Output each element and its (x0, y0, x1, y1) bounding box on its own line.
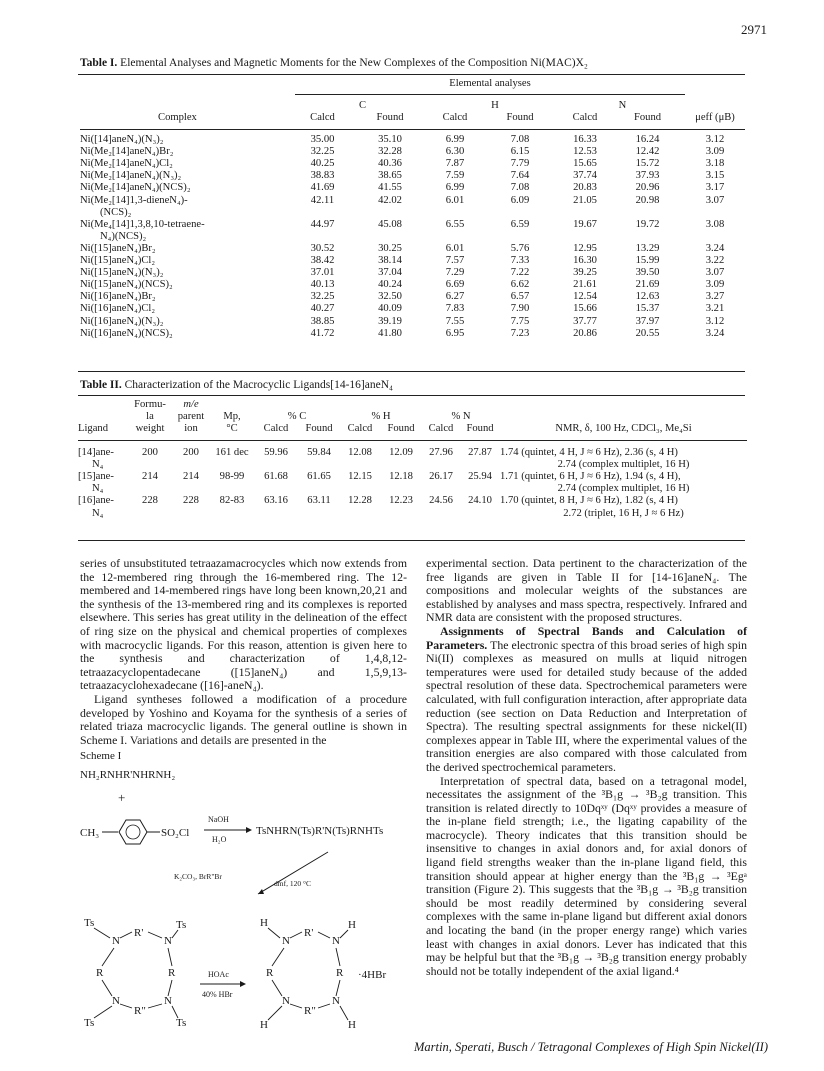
table1-cell-n-calcd: 21.05 (573, 194, 597, 206)
table1-header-found: Found (350, 112, 430, 130)
table1-cell-complex-name: N₄)(NCS)₂ (100, 230, 147, 242)
benzene-ring-icon (119, 820, 147, 844)
table2-header-found: Found (387, 423, 415, 435)
scheme-n-label: N (164, 935, 172, 947)
table1-cell-c-found (350, 231, 430, 243)
table1-cell-h-found: 7.64 (510, 170, 530, 182)
table2-cell-h-calcd: 12.28 (348, 495, 372, 507)
table1-cell-c-found: 41.55 (378, 182, 402, 194)
table2-header-fw2: la (146, 411, 154, 423)
scheme-h-label: H (260, 917, 268, 929)
scheme-so2cl: SO₂Cl (161, 827, 190, 839)
table1-cell-complex-name: Ni(Me₂[14]aneN₄)(NCS)₂ (80, 182, 191, 194)
scheme-n-label: N (332, 995, 340, 1007)
table1-cell-h-found: 5.76 (510, 242, 530, 254)
table1-cell-h-found: 7.22 (510, 267, 530, 279)
table1-row (80, 146, 745, 158)
table1-cell-n-found: 12.42 (635, 146, 660, 158)
table2-header-mp2: °C (226, 423, 238, 435)
table2-top-rule (78, 395, 745, 396)
table1-cell-h-calcd: 6.95 (445, 327, 465, 339)
table2-cell-nmr-line-1: 1.74 (quintet, 4 H, J ≈ 6 Hz), 2.36 (s, 4 H) (500, 446, 678, 458)
right-column (426, 557, 747, 978)
table2-cell-nmr-line-1: 1.70 (quintet, 8 H, J ≈ 6 Hz), 1.82 (s, 4 H) (500, 495, 678, 507)
table1-cell-mu-eff: 3.07 (705, 194, 725, 206)
table1-cell-n-calcd: 19.67 (573, 218, 597, 230)
table1-row (80, 130, 745, 147)
table1-cell-n-found: 15.37 (635, 303, 660, 315)
table1-cell-h-found (480, 207, 560, 219)
table1-cell-complex-name: Ni([16]aneN₄)Cl₂ (80, 303, 156, 315)
table1-header-calcd: Calcd (430, 112, 480, 130)
table1-cell-mu-eff: 3.24 (705, 327, 725, 339)
table1-cell-h-calcd: 6.69 (445, 279, 465, 291)
table1-cell-n-calcd (560, 231, 610, 243)
table1-cell-complex-name: Ni([14]aneN₄)(N₃)₂ (80, 134, 164, 146)
table1-cell-c-found: 32.28 (378, 146, 402, 158)
table2-header-calcd: Calcd (428, 423, 454, 435)
table1-cell-c-calcd: 44.97 (310, 218, 335, 230)
table1-cell-n-found: 20.55 (635, 327, 660, 339)
table1-cell-c-found: 40.24 (378, 279, 402, 291)
table2-caption-label: Table II. (80, 379, 122, 391)
table2-cell-h-found: 12.23 (389, 495, 413, 507)
table1-cell-complex-name: Ni(Me₂[14]aneN₄)Br₂ (80, 146, 174, 158)
table1-cell-n-found: 16.24 (635, 134, 660, 146)
table1-cell-mu-eff: 3.24 (705, 242, 725, 254)
table1-cell-complex-name: Ni([15]aneN₄)(N₃)₂ (80, 267, 164, 279)
table1-cell-c-calcd: 32.25 (310, 146, 335, 158)
table1-cell-complex-name: Ni(Me₂[14]aneN₄)Cl₂ (80, 158, 173, 170)
table1-cell-h-found (480, 231, 560, 243)
table1-top-rule (78, 74, 745, 75)
table2-row-continuation (78, 483, 747, 495)
scheme-reagents-2: K₂CO₃, BrR"Br (174, 872, 222, 881)
scheme-n-label: N (332, 935, 340, 947)
table1-cell-n-calcd: 15.66 (573, 303, 597, 315)
table1-cell-mu-eff: 3.15 (705, 170, 725, 182)
table2-header-mp1: Mp, (223, 411, 241, 423)
table1-cell-c-found: 41.80 (378, 327, 402, 339)
table1-cell-n-calcd: 15.65 (573, 158, 597, 170)
table1-cell-c-calcd: 41.69 (310, 182, 335, 194)
table1-row (80, 243, 745, 255)
table2-header-fw3: weight (135, 423, 165, 435)
table1-cell-n-calcd (560, 207, 610, 219)
table1-cell-c-found: 35.10 (378, 134, 402, 146)
section-heading: Assignments of Spectral Bands and Calculation of Parameters. (426, 623, 747, 652)
table1-cell-mu-eff (685, 231, 745, 243)
table1-cell-h-calcd: 7.87 (445, 158, 465, 170)
table2-header-ligand: Ligand (78, 423, 109, 435)
table1-cell-c-found: 39.19 (378, 315, 402, 327)
table1-cell-mu-eff: 3.27 (705, 291, 725, 303)
table1-cell-c-calcd (295, 207, 350, 219)
table2-cell-melting-point: 82-83 (219, 495, 245, 507)
table1 (80, 78, 745, 340)
table1-row (80, 182, 745, 194)
table1-row (80, 291, 745, 303)
table1-row (80, 207, 745, 219)
table1-cell-h-found: 7.79 (510, 158, 530, 170)
scheme-hoac: HOAc (208, 970, 229, 979)
table2-header-pc: % C (287, 411, 307, 423)
table1-cell-c-calcd: 30.52 (310, 242, 335, 254)
table1-cell-n-calcd: 12.53 (573, 146, 597, 158)
table1-cell-h-found: 6.57 (510, 291, 530, 303)
scheme-title: Scheme I (80, 750, 122, 762)
table2-row (78, 440, 747, 459)
scheme-naoh: NaOH (208, 815, 229, 824)
table2-cell-ligand: [14]ane- (78, 446, 114, 458)
table2-cell-c-found: 61.65 (307, 471, 331, 483)
table2-row-continuation (78, 459, 747, 471)
arrow-head-icon (246, 827, 252, 833)
table1-cell-h-calcd: 6.01 (445, 194, 465, 206)
table1-cell-mu-eff: 3.18 (705, 158, 725, 170)
table1-cell-h-found: 6.09 (510, 194, 530, 206)
running-footer: Martin, Sperati, Busch / Tetragonal Complexes of High Spin Nickel(II) (413, 1040, 768, 1054)
table2-cell-h-calcd: 12.15 (348, 471, 372, 483)
table2-cell-ligand: [16]ane- (78, 495, 114, 507)
table1-header-calcd: Calcd (295, 112, 350, 130)
table1-cell-complex-name: Ni(Me₂[14]aneN₄)(N₃)₂ (80, 170, 182, 182)
table2-cell-c-found: 59.84 (307, 446, 331, 458)
table1-cell-n-calcd: 39.25 (573, 267, 597, 279)
table1-header-complex: Complex (80, 112, 295, 130)
table2-header-calcd: Calcd (347, 423, 373, 435)
table1-header-c: C (358, 99, 367, 111)
scheme-h-label: H (348, 1019, 356, 1031)
table1-cell-mu-eff: 3.08 (705, 218, 725, 230)
scheme-rpp-label: R" (134, 1005, 146, 1017)
table1-cell-n-calcd: 12.95 (573, 242, 597, 254)
table1-cell-h-calcd: 6.99 (445, 134, 465, 146)
table1-cell-c-calcd: 40.25 (310, 158, 335, 170)
table1-cell-c-calcd: 42.11 (310, 194, 335, 206)
scheme-n-label: N (282, 995, 290, 1007)
scheme-rpp-label: R" (304, 1005, 316, 1017)
table2-header-me3: ion (184, 423, 198, 435)
table1-cell-c-calcd: 38.85 (310, 315, 335, 327)
table1-cell-mu-eff (685, 207, 745, 219)
table1-cell-h-found: 7.33 (510, 255, 530, 267)
aromatic-circle-icon (126, 825, 140, 839)
table2-cell-melting-point: 98-99 (219, 471, 245, 483)
table1-cell-h-calcd: 6.01 (445, 242, 465, 254)
table1-row (80, 328, 745, 340)
table1-cell-n-found (610, 231, 685, 243)
table2-bottom-rule (78, 540, 745, 541)
left-paragraph-1: series of unsubstituted tetraazamacrocycles which now extends from the 12-membered ring through the 16-membered ring. The 12-membered and 14-membered rings have long been known,20,21 and the synthesis of the 13-membered ring and its complexes is reported elsewhere. This series has great utility in the delineation of the effect of ring size on the physical and chemical properties of complexes with macrocyclic ligands. For this reason, attention is given here to the synthesis and characterization of 1,4,8,12-tetraazacyclopentadecane ([15]aneN₄) and 1,5,9,13-tetraazacyclohexadecane ([16]-aneN₄). (80, 556, 407, 693)
scheme-n-label: N (164, 995, 172, 1007)
table1-cell-complex-name: Ni([15]aneN₄)(NCS)₂ (80, 279, 173, 291)
right-paragraph-1: experimental section. Data pertinent to the characterization of the free ligands are given in Table II for [14-16]aneN₄. The compositions and molecular weights of the substances are established by analyses and mass spectra, respectively. Infrared and NMR data are consistent with the proposed structures. (426, 556, 747, 625)
table1-cell-n-calcd: 21.61 (573, 279, 597, 291)
table1-cell-h-calcd (430, 207, 480, 219)
scheme-h-label: H (348, 919, 356, 931)
table1-cell-c-found: 32.50 (378, 291, 402, 303)
table1-bottom-rule (78, 371, 745, 372)
table1-cell-c-calcd: 41.72 (310, 327, 335, 339)
table1-cell-c-calcd: 35.00 (310, 134, 335, 146)
scheme-ts-label: Ts (176, 919, 187, 931)
scheme-ts-label: Ts (84, 917, 95, 929)
table1-row (80, 158, 745, 170)
scheme-conditions-2: dmf, 120 °C (274, 879, 311, 888)
scheme-reactant-amine: NH₂RNHR'NHRNH₂ (80, 769, 176, 781)
table1-cell-n-found: 39.50 (635, 267, 660, 279)
table1-cell-n-found: 15.72 (635, 158, 660, 170)
scheme-n-label: N (112, 995, 120, 1007)
table1-cell-h-found: 6.62 (510, 279, 530, 291)
right-paragraph-3: Interpretation of spectral data, based on a tetragonal model, necessitates the assignment of the ³B₁g → ³B₂g transition. This transition is related directly to 10Dqˣʸ (Dqˣʸ provides a measure of the in-plane field strength; i.e., the ligating capability of the macrocycle). Theory indicates that this transition should be insensitive to changes in axial donors and, for axial donors of ligand field strengths weaker than the in-plane ligand field, this transition should appear at higher energy than the ³B₁g → ³Egᵃ transition (Figure 2). This suggests that the ³B₁g → ³B₂g transition should be most readily determined by considering several complexes with the same in-plane ligand but different axial donors and locating the band (in the proper energy range) which varies least with changes in axial donors. Lever has indicated that this may be helpful but that the ³B₁g → ³B₂g transition energy probably should not be totally independent of the axial ligand.⁴ (426, 773, 747, 978)
table1-header-n: N (618, 99, 627, 111)
table1-cell-c-calcd: 40.27 (310, 303, 335, 315)
table1-row (80, 279, 745, 291)
table1-cell-complex-name: Ni([16]aneN₄)(N₃)₂ (80, 315, 164, 327)
table1-cell-c-calcd: 38.42 (310, 255, 335, 267)
table1-cell-c-found: 37.04 (378, 267, 402, 279)
scheme-hbr: 40% HBr (202, 990, 233, 999)
table2-header-calcd: Calcd (263, 423, 289, 435)
table2-caption (80, 379, 393, 391)
table2-cell-formula-weight: 228 (142, 495, 158, 507)
table1-cell-mu-eff: 3.09 (705, 279, 725, 291)
table1-cell-h-calcd: 6.27 (445, 291, 465, 303)
table1-cell-h-found: 7.23 (510, 327, 530, 339)
scheme-h-label: H (260, 1019, 268, 1031)
table2-cell-n-calcd: 24.56 (429, 495, 453, 507)
table1-cell-c-found: 45.08 (378, 218, 402, 230)
table1-header-h: H (491, 99, 499, 111)
table2-cell-formula-weight: 214 (142, 471, 158, 483)
table1-cell-h-found: 7.08 (510, 182, 530, 194)
table1-cell-c-found (350, 207, 430, 219)
arrow-head-icon (240, 981, 246, 987)
scheme-product-1: TsNHRN(Ts)R'N(Ts)RNHTs (256, 825, 384, 837)
table1-cell-c-found: 40.09 (378, 303, 402, 315)
table1-cell-h-found: 7.90 (510, 303, 530, 315)
table2 (78, 399, 747, 520)
table1-cell-n-found: 13.29 (635, 242, 660, 254)
table2-cell-nmr-line-2: 2.72 (triplet, 16 H, J ≈ 6 Hz) (563, 507, 684, 519)
table2-cell-parent-ion: 214 (183, 471, 199, 483)
table1-cell-n-found: 37.97 (635, 315, 660, 327)
table1-cell-c-calcd (295, 231, 350, 243)
right-paragraph-2: The electronic spectra of this broad series of high spin Ni(II) complexes as measured on mulls at liquid nitrogen temperatures were used for detailed study because of the added spectral resolution of these data. Spectrochemical parameters were calculated, with full configuration interaction, after appropriate data reduction (see section on Data Reduction and Interpretation of Spectra). The resulting spectral assignments for these nickel(II) complexes appear in Table III, where the experimental values of the transition energies are also compared with those calculated from the derived spectrochemical parameters. (426, 637, 747, 774)
table1-cell-n-calcd: 12.54 (573, 291, 597, 303)
table1-cell-c-found: 40.36 (378, 158, 402, 170)
table1-row (80, 219, 745, 231)
table2-row-continuation (78, 508, 747, 520)
table2-header-fw1: Formu- (134, 399, 166, 410)
table2-cell-ligand-cont: N₄ (92, 483, 104, 495)
table1-header-found: Found (480, 112, 560, 130)
table1-cell-c-calcd: 40.13 (310, 279, 335, 291)
table2-cell-ligand-cont: N₄ (92, 507, 104, 519)
scheme-n-label: N (112, 935, 120, 947)
table2-cell-n-calcd: 27.96 (429, 446, 453, 458)
table1-cell-c-found: 38.65 (378, 170, 402, 182)
table1-cell-c-calcd: 38.83 (310, 170, 335, 182)
table1-cell-n-calcd: 16.33 (573, 134, 597, 146)
table1-cell-n-calcd: 20.83 (573, 182, 597, 194)
table2-cell-n-found: 27.87 (468, 446, 492, 458)
table1-cell-n-calcd: 37.74 (573, 170, 597, 182)
table2-cell-nmr-line-1: 1.71 (quintet, 6 H, J ≈ 6 Hz), 1.94 (s, 4 H), (500, 471, 681, 483)
table1-cell-mu-eff: 3.12 (705, 134, 725, 146)
scheme-n-label: N (282, 935, 290, 947)
scheme-r-label: R (336, 967, 344, 979)
table1-caption-text: Elemental Analyses and Magnetic Moments for the New Complexes of the Composition Ni(MAC)X₂ (120, 57, 588, 69)
scheme-ts-label: Ts (84, 1017, 95, 1029)
table2-row (78, 471, 747, 483)
table1-row (80, 231, 745, 243)
table1-cell-h-calcd: 7.29 (445, 267, 465, 279)
scheme-r-label: R (96, 967, 104, 979)
table1-row (80, 316, 745, 328)
table2-cell-parent-ion: 200 (183, 446, 199, 458)
table1-row (80, 255, 745, 267)
table1-cell-n-calcd: 16.30 (573, 255, 597, 267)
table2-header-found: Found (466, 423, 494, 435)
table1-cell-h-calcd: 7.59 (445, 170, 465, 182)
table1-cell-mu-eff: 3.12 (705, 315, 725, 327)
table1-group-header: Elemental analyses (295, 78, 685, 94)
table1-cell-n-found: 20.96 (635, 182, 660, 194)
table1-cell-complex-name: Ni([15]aneN₄)Cl₂ (80, 255, 156, 267)
table1-cell-c-calcd: 32.25 (310, 291, 335, 303)
table1-cell-h-calcd (430, 231, 480, 243)
table2-header-nmr: NMR, δ, 100 Hz, CDCl₃, Me₄Si (555, 423, 692, 435)
table2-caption-text: Characterization of the Macrocyclic Ligands[14-16]aneN₄ (124, 379, 394, 391)
table1-header-found: Found (610, 112, 685, 130)
table2-row (78, 495, 747, 507)
table2-cell-ligand: [15]ane- (78, 471, 114, 483)
table1-header-mu: μeff (μB) (685, 112, 745, 130)
table1-cell-h-calcd: 6.30 (445, 146, 465, 158)
table1-cell-complex-name: (NCS)₂ (100, 206, 132, 218)
table1-cell-c-found: 42.02 (378, 194, 402, 206)
table2-cell-h-found: 12.18 (389, 471, 413, 483)
table1-row (80, 303, 745, 315)
table1-row (80, 195, 745, 207)
scheme-rp-label: R' (134, 927, 144, 939)
table1-row (80, 170, 745, 182)
table1-cell-n-found: 37.93 (635, 170, 660, 182)
table2-cell-melting-point: 161 dec (215, 446, 249, 458)
scheme-rp-label: R' (304, 927, 314, 939)
table1-cell-c-found: 30.25 (378, 242, 402, 254)
table1-cell-n-found: 21.69 (635, 279, 660, 291)
table2-cell-n-calcd: 26.17 (429, 471, 453, 483)
table2-cell-c-found: 63.11 (307, 495, 331, 507)
table1-cell-mu-eff: 3.09 (705, 146, 725, 158)
table1-cell-n-calcd: 20.86 (573, 327, 597, 339)
table1-cell-n-found: 15.99 (635, 255, 660, 267)
table2-header-me1: m/e (183, 399, 199, 410)
table2-header-found: Found (305, 423, 333, 435)
table2-cell-h-found: 12.09 (389, 446, 413, 458)
scheme-h2o: H₂O (212, 835, 227, 844)
table1-cell-mu-eff: 3.07 (705, 267, 725, 279)
scheme-r-label: R (168, 967, 176, 979)
table1-cell-n-found: 19.72 (635, 218, 660, 230)
table1-cell-n-calcd: 37.77 (573, 315, 597, 327)
table2-header-pn: % N (451, 411, 471, 423)
table1-cell-c-found: 38.14 (378, 255, 402, 267)
table2-cell-nmr-line-2: 2.74 (complex multiplet, 16 H) (557, 458, 690, 470)
page-number: 2971 (741, 22, 767, 37)
table1-header-calcd: Calcd (560, 112, 610, 130)
table1-cell-mu-eff: 3.22 (705, 255, 725, 267)
table1-cell-h-found: 6.59 (510, 218, 530, 230)
table2-cell-h-calcd: 12.08 (348, 446, 372, 458)
table1-cell-complex-name: Ni([16]aneN₄)Br₂ (80, 291, 156, 303)
table1-cell-h-found: 7.08 (510, 134, 530, 146)
scheme-plus: + (118, 790, 126, 805)
table1-cell-n-found: 12.63 (635, 291, 660, 303)
table2-cell-c-calcd: 59.96 (264, 446, 288, 458)
table1-cell-h-calcd: 7.55 (445, 315, 465, 327)
table1-cell-h-calcd: 7.83 (445, 303, 465, 315)
table1-cell-h-calcd: 7.57 (445, 255, 465, 267)
table1-cell-n-found (610, 207, 685, 219)
table2-cell-nmr-line-2: 2.74 (complex multiplet, 16 H) (557, 483, 690, 495)
table2-cell-n-found: 25.94 (468, 471, 492, 483)
table2-header-ph: % H (371, 411, 391, 423)
table2-header-me2: parent (177, 411, 205, 423)
scheme-ch3: CH₃ (80, 827, 100, 839)
scheme-hbr-salt: ·4HBr (358, 969, 387, 981)
table2-cell-formula-weight: 200 (142, 446, 158, 458)
table2-cell-ligand-cont: N₄ (92, 458, 104, 470)
table1-cell-complex-name: Ni(Me₂[14]1,3-dieneN₄)- (80, 194, 188, 206)
table1-caption-label: Table I. (80, 57, 118, 69)
table1-cell-mu-eff: 3.21 (705, 303, 725, 315)
table1-cell-complex-name: Ni([16]aneN₄)(NCS)₂ (80, 327, 173, 339)
table1-cell-h-found: 7.75 (510, 315, 530, 327)
left-column (80, 557, 407, 747)
scheme-ts-label: Ts (176, 1017, 187, 1029)
table1-cell-mu-eff: 3.17 (705, 182, 725, 194)
table1-row (80, 267, 745, 279)
table2-cell-c-calcd: 61.68 (264, 471, 288, 483)
table2-cell-parent-ion: 228 (183, 495, 199, 507)
table1-cell-h-found: 6.15 (510, 146, 530, 158)
table1-cell-complex-name: Ni([15]aneN₄)Br₂ (80, 242, 156, 254)
table2-cell-n-found: 24.10 (468, 495, 492, 507)
table1-caption (80, 57, 588, 69)
left-paragraph-2: Ligand syntheses followed a modification of a procedure developed by Yoshino and Koyama for the synthesis of a series of related triaza macrocyclic ligands. The general outline is shown in Scheme I. Variations and details are presented in the (80, 691, 407, 747)
table1-cell-h-calcd: 6.55 (445, 218, 465, 230)
table1-cell-h-calcd: 6.99 (445, 182, 465, 194)
table1-cell-c-calcd: 37.01 (310, 267, 335, 279)
table2-cell-c-calcd: 63.16 (264, 495, 288, 507)
scheme-diagram (78, 764, 418, 1044)
scheme-r-label: R (266, 967, 274, 979)
table1-cell-n-found: 20.98 (635, 194, 660, 206)
table1-cell-complex-name: Ni(Me₄[14]1,3,8,10-tetraene- (80, 218, 205, 230)
